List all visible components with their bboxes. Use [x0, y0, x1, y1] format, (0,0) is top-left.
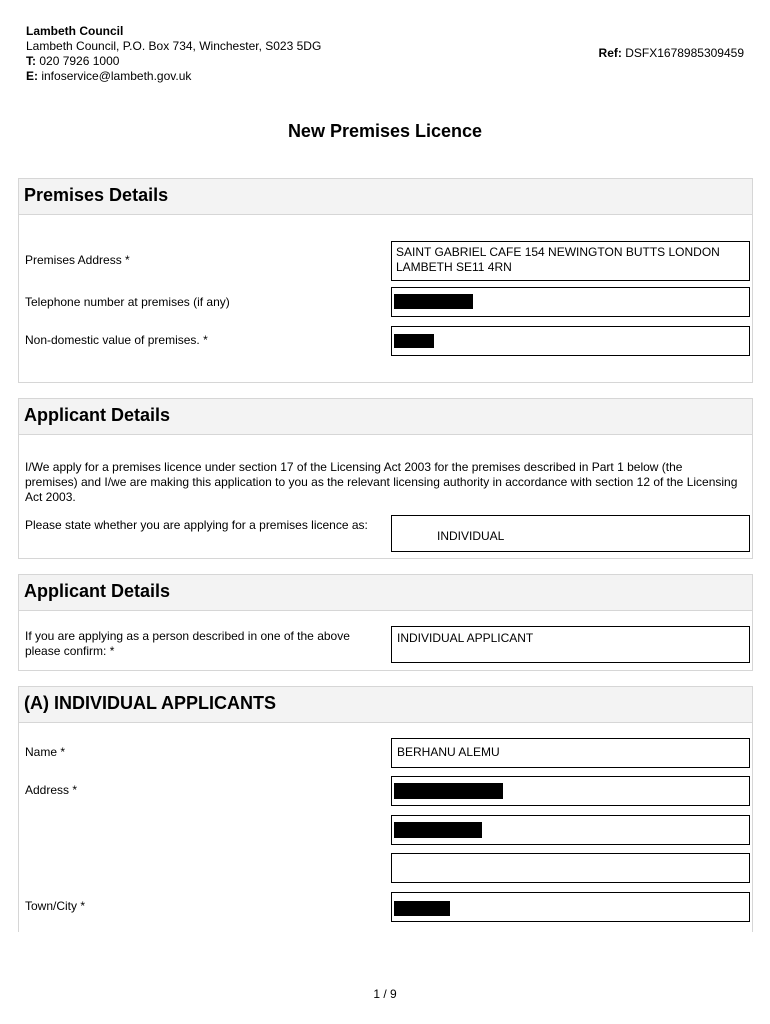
applicant-details-section [18, 398, 753, 559]
page-number: 1 / 9 [373, 987, 397, 1001]
application-statement: I/We apply for a premises licence under section 17 of the Licensing Act 2003 for the premises described in Part 1 below (the premises) and I/we are making this application to you as the relevant licensing authority in accordance with section 12 of the Licensing Act 2003. [25, 460, 738, 504]
address-label: Address * [25, 783, 78, 797]
premises-phone-label: Telephone number at premises (if any) [25, 295, 230, 309]
confirm-value: INDIVIDUAL APPLICANT [397, 631, 534, 645]
applying-as-label: Please state whether you are applying for a premises licence as: [25, 518, 368, 532]
address-line1-field[interactable] [391, 776, 750, 806]
council-address: Lambeth Council, P.O. Box 734, Winchester, S023 5DG [26, 39, 322, 53]
council-header [26, 24, 321, 84]
address-line2-field[interactable] [391, 815, 750, 845]
section-heading: Applicant Details [24, 405, 171, 425]
town-field[interactable] [391, 892, 750, 922]
document-title: New Premises Licence [287, 121, 483, 141]
confirm-label: If you are applying as a person described in one of the above please confirm: * [25, 629, 350, 658]
section-header [19, 179, 752, 215]
premises-address-label: Premises Address * [25, 253, 130, 267]
town-label: Town/City * [25, 899, 86, 913]
confirm-field[interactable] [391, 626, 750, 663]
applying-as-value: INDIVIDUAL [437, 529, 505, 543]
name-value: BERHANU ALEMU [397, 745, 500, 759]
redaction-block [394, 822, 482, 838]
section-heading: Applicant Details [24, 581, 171, 601]
nondomestic-value-label: Non-domestic value of premises. * [25, 333, 208, 347]
section-heading: Premises Details [24, 185, 169, 205]
section-header [19, 575, 752, 611]
redaction-block [394, 294, 473, 309]
premises-details-section [18, 178, 753, 383]
redaction-block [394, 901, 450, 916]
council-name: Lambeth Council [26, 24, 124, 38]
reference-number: Ref: DSFX1678985309459 [598, 46, 744, 60]
nondomestic-value-field[interactable] [391, 326, 750, 356]
name-field[interactable] [391, 738, 750, 768]
address-line3-field[interactable] [391, 853, 750, 883]
council-email: E: infoservice@lambeth.gov.uk [26, 69, 192, 83]
section-header [19, 687, 752, 723]
section-heading: (A) INDIVIDUAL APPLICANTS [24, 693, 276, 713]
council-phone: T: 020 7926 1000 [26, 54, 120, 68]
premises-address-line1: SAINT GABRIEL CAFE 154 NEWINGTON BUTTS LONDON [396, 245, 720, 259]
name-label: Name * [25, 745, 66, 759]
applying-as-field[interactable] [391, 515, 750, 552]
redaction-block [394, 334, 434, 348]
individual-applicants-section [18, 686, 753, 932]
premises-address-field[interactable] [391, 241, 750, 281]
redaction-block [394, 783, 503, 799]
premises-phone-field[interactable] [391, 287, 750, 317]
premises-address-line2: LAMBETH SE11 4RN [396, 260, 512, 274]
section-header [19, 399, 752, 435]
applicant-confirm-section [18, 574, 753, 671]
